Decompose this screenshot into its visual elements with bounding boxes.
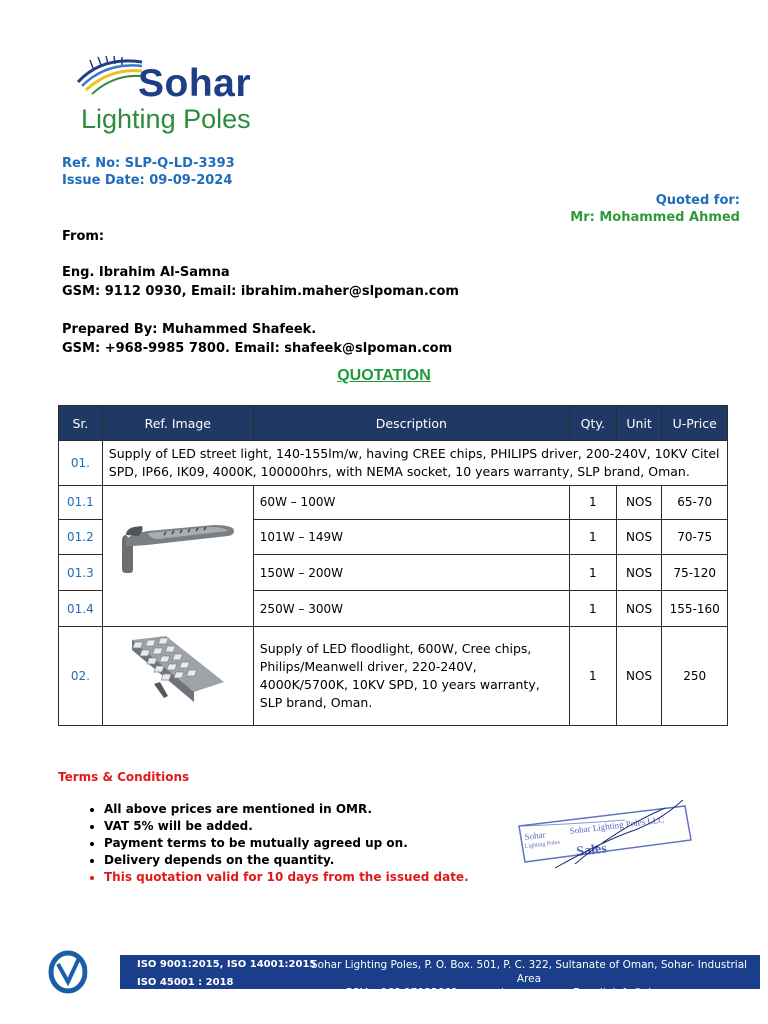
header-u-price: U-Price [662, 406, 728, 441]
floodlight-image [104, 628, 252, 724]
brand-subtitle: Lighting Poles [81, 104, 251, 134]
price-cell: 65-70 [662, 486, 728, 520]
header-description: Description [253, 406, 569, 441]
description-cell: 60W – 100W [253, 486, 569, 520]
stamp-dept: Sales [575, 841, 608, 860]
sr-cell: 01.4 [59, 591, 103, 627]
header-ref-image: Ref. Image [102, 406, 253, 441]
price-cell: 250 [662, 627, 728, 726]
terms-item: • Delivery depends on the quantity. [104, 852, 469, 869]
unit-cell: NOS [616, 555, 662, 591]
table-header-row [59, 406, 728, 441]
sr-cell: 02. [59, 627, 103, 726]
quoted-for-label: Quoted for: [655, 193, 740, 208]
company-logo-swoosh [72, 52, 144, 96]
sr-cell: 01. [59, 441, 103, 486]
footer-address: Sohar Lighting Poles, P. O. Box. 501, P. C. 322, Sultanate of Oman, Sohar- Industrial Area [310, 959, 748, 985]
iso-logo-text: ISO [86, 963, 121, 985]
qty-cell: 1 [569, 486, 616, 520]
description-cell: 150W – 200W [253, 555, 569, 591]
reference-block [62, 155, 235, 189]
header-sr: Sr. [59, 406, 103, 441]
sr-cell: 01.3 [59, 555, 103, 591]
terms-title: Terms & Conditions [58, 770, 190, 784]
footer-address-block [300, 958, 758, 1000]
quoted-for-name: Mr: Mohammed Ahmed [570, 210, 740, 225]
description-cell: 101W – 149W [253, 519, 569, 555]
qty-cell: 1 [569, 627, 616, 726]
sr-cell: 01.1 [59, 486, 103, 520]
street-light-image [104, 487, 252, 625]
company-stamp [515, 800, 695, 870]
stamp-brand: Sohar [524, 829, 547, 842]
table-row-floodlight [59, 627, 728, 726]
brand-name: Sohar [138, 62, 252, 105]
floodlight-image-cell [102, 627, 253, 726]
from-contact: GSM: 9112 0930, Email: ibrahim.maher@slpoman.com [62, 284, 459, 299]
header-qty: Qty. [569, 406, 616, 441]
unit-cell: NOS [616, 591, 662, 627]
prepared-contact: GSM: +968-9985 7800. Email: shafeek@slpoman.com [62, 341, 453, 356]
iso-line-2: ISO 45001 : 2018 [137, 977, 234, 988]
description-cell: 250W – 300W [253, 591, 569, 627]
price-cell: 70-75 [662, 519, 728, 555]
from-name: Eng. Ibrahim Al-Samna [62, 265, 230, 280]
street-light-image-cell [102, 486, 253, 627]
iso-logo [48, 950, 130, 994]
terms-item: • This quotation valid for 10 days from the issued date. [104, 869, 469, 886]
footer-contact: GSM.+968 97985668 , www.slpoman.com, E-mail: info@slpoman.com [344, 987, 714, 999]
price-cell: 155-160 [662, 591, 728, 627]
terms-list [70, 801, 469, 886]
terms-item: • Payment terms to be mutually agreed up on. [104, 835, 469, 852]
prepared-by: Prepared By: Muhammed Shafeek. [62, 322, 317, 337]
qty-cell: 1 [569, 555, 616, 591]
issue-date: Issue Date: 09-09-2024 [62, 173, 233, 188]
header-unit: Unit [616, 406, 662, 441]
quotation-table [58, 405, 728, 726]
price-cell: 75-120 [662, 555, 728, 591]
unit-cell: NOS [616, 486, 662, 520]
qty-cell: 1 [569, 519, 616, 555]
description-cell: Supply of LED street light, 140-155lm/w, having CREE chips, PHILIPS driver, 200-240V, 10KV Citel SPD, IP66, IK09, 4000K, 100000hrs, with NEMA socket, 10 years warranty, SLP brand, Oman. [102, 441, 727, 486]
from-label: From: [62, 229, 105, 244]
quoted-for-block [570, 192, 740, 226]
unit-cell: NOS [616, 519, 662, 555]
stamp-company: Sohar Lighting Poles LLC [569, 814, 665, 836]
stamp-sub: Lighting Poles [524, 839, 561, 850]
iso-line-1: ISO 9001:2015, ISO 14001:2015 [137, 959, 317, 970]
qty-cell: 1 [569, 591, 616, 627]
table-row [59, 486, 728, 520]
quotation-title: QUOTATION [337, 367, 431, 384]
sr-cell: 01.2 [59, 519, 103, 555]
description-cell: Supply of LED floodlight, 600W, Cree chips, Philips/Meanwell driver, 220-240V, 4000K/5700K, 10KV SPD, 10 years warranty, SLP brand, Oman. [253, 627, 569, 726]
table-row-group1 [59, 441, 728, 486]
ref-number: Ref. No: SLP-Q-LD-3393 [62, 156, 235, 171]
footer-iso-certs [137, 958, 316, 990]
unit-cell: NOS [616, 627, 662, 726]
terms-item: • VAT 5% will be added. [104, 818, 469, 835]
terms-item: • All above prices are mentioned in OMR. [104, 801, 469, 818]
from-block [62, 228, 459, 357]
